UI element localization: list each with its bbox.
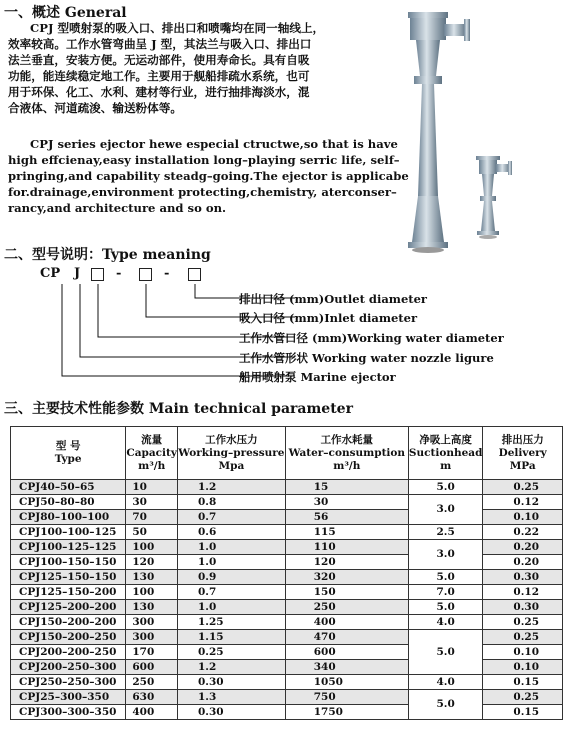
- general-text-en: [8, 136, 409, 216]
- cell-wp: 1.0: [178, 540, 286, 555]
- cell-sh: 7.0: [408, 585, 483, 600]
- cell-wp: 1.0: [178, 555, 286, 570]
- cell-wp: 0.9: [178, 570, 286, 585]
- cell-wc: 750: [285, 690, 408, 705]
- cell-sh: 4.0: [408, 675, 483, 690]
- cell-wc: 400: [285, 615, 408, 630]
- cell-cap: 70: [126, 510, 178, 525]
- cell-wp: 1.15: [178, 630, 286, 645]
- cell-wp: 1.2: [178, 480, 286, 495]
- cell-dp: 0.20: [483, 555, 563, 570]
- table-row: [11, 525, 563, 540]
- cell-dp: 0.10: [483, 645, 563, 660]
- cell-type: CPJ200–200–250: [11, 645, 126, 660]
- header-type: 型 号 Type: [11, 427, 126, 480]
- cell-cap: 600: [126, 660, 178, 675]
- cell-cap: 170: [126, 645, 178, 660]
- cell-type: CPJ300–300–350: [11, 705, 126, 720]
- header-working-pressure: 工作水压力 Working–pressure Mpa: [178, 427, 286, 480]
- cell-sh: 3.0: [408, 495, 483, 525]
- cell-sh: 5.0: [408, 630, 483, 675]
- cell-cap: 130: [126, 600, 178, 615]
- cell-cap: 100: [126, 585, 178, 600]
- cell-type: CPJ40–50–65: [11, 480, 126, 495]
- header-suction-head: 净吸上高度 Suctionhead m: [408, 427, 483, 480]
- code-box-1: [91, 268, 104, 281]
- cell-cap: 120: [126, 555, 178, 570]
- cell-type: CPJ125–150–200: [11, 585, 126, 600]
- table-row: [11, 495, 563, 510]
- cell-wc: 56: [285, 510, 408, 525]
- cell-dp: 0.10: [483, 510, 563, 525]
- cell-dp: 0.10: [483, 660, 563, 675]
- code-box-3: [188, 268, 201, 281]
- cell-wc: 150: [285, 585, 408, 600]
- cell-wc: 120: [285, 555, 408, 570]
- cell-type: CPJ80–100–100: [11, 510, 126, 525]
- table-row: [11, 480, 563, 495]
- cell-wc: 1050: [285, 675, 408, 690]
- cell-wc: 470: [285, 630, 408, 645]
- cell-dp: 0.25: [483, 615, 563, 630]
- meaning-nozzle-shape: 工作水管形状 Working water nozzle ligure: [239, 351, 494, 365]
- cell-wc: 30: [285, 495, 408, 510]
- cell-type: CPJ200–250–300: [11, 660, 126, 675]
- cell-wp: 1.25: [178, 615, 286, 630]
- cell-type: CPJ100–150–150: [11, 555, 126, 570]
- cell-wp: 0.25: [178, 645, 286, 660]
- cell-wc: 110: [285, 540, 408, 555]
- cell-cap: 630: [126, 690, 178, 705]
- table-row: [11, 570, 563, 585]
- cell-wp: 1.0: [178, 600, 286, 615]
- table-row: [11, 600, 563, 615]
- meaning-outlet: 排出口径 (mm)Outlet diameter: [239, 292, 427, 306]
- parameter-table: [10, 426, 563, 720]
- text-line: rancy,and architecture and so on.: [8, 201, 227, 215]
- meaning-inlet: 吸入口径 (mm)Inlet diameter: [239, 311, 417, 325]
- cell-cap: 50: [126, 525, 178, 540]
- cell-type: CPJ150–200–200: [11, 615, 126, 630]
- code-box-2: [139, 268, 152, 281]
- table-row: [11, 585, 563, 600]
- meaning-working-water-diameter: 工作水管口径 (mm)Working water diameter: [239, 331, 504, 345]
- section-general-title: 一、概述 General: [4, 5, 127, 21]
- code-cp: CP: [40, 266, 61, 281]
- cell-sh: 5.0: [408, 570, 483, 585]
- cell-cap: 100: [126, 540, 178, 555]
- cell-wc: 340: [285, 660, 408, 675]
- cell-dp: 0.22: [483, 525, 563, 540]
- cell-type: CPJ125–200–200: [11, 600, 126, 615]
- cell-dp: 0.25: [483, 480, 563, 495]
- cell-sh: 5.0: [408, 480, 483, 495]
- cell-type: CPJ25–300–350: [11, 690, 126, 705]
- cell-dp: 0.25: [483, 690, 563, 705]
- cell-wp: 1.3: [178, 690, 286, 705]
- cell-cap: 300: [126, 615, 178, 630]
- text-line: pringing,and capability steadg–going.The ejector is applicabe: [8, 169, 409, 183]
- cell-dp: 0.15: [483, 675, 563, 690]
- table-header-row: [11, 427, 563, 480]
- cell-cap: 10: [126, 480, 178, 495]
- cell-wp: 1.2: [178, 660, 286, 675]
- cell-wp: 0.6: [178, 525, 286, 540]
- table-row: [11, 630, 563, 645]
- ejector-product-image: [396, 6, 561, 258]
- meaning-marine-ejector: 船用喷射泵 Marine ejector: [239, 370, 396, 384]
- cell-type: CPJ150–200–250: [11, 630, 126, 645]
- cell-type: CPJ100–100–125: [11, 525, 126, 540]
- cell-wc: 320: [285, 570, 408, 585]
- header-capacity: 流量 Capacity m³/h: [126, 427, 178, 480]
- cell-type: CPJ100–125–125: [11, 540, 126, 555]
- text-line: 功能，能连续稳定地工作。主要用于舰船排疏水系统，也可: [8, 69, 310, 83]
- general-text-cn: [8, 20, 324, 116]
- cell-dp: 0.25: [483, 630, 563, 645]
- cell-wp: 0.7: [178, 585, 286, 600]
- text-line: 合液体、河道疏浚、输送粉体等。: [8, 101, 182, 115]
- section-type-meaning-title: 二、型号说明：Type meaning: [4, 247, 211, 263]
- cell-cap: 300: [126, 630, 178, 645]
- cell-cap: 30: [126, 495, 178, 510]
- cell-sh: 2.5: [408, 525, 483, 540]
- cell-wp: 0.30: [178, 675, 286, 690]
- cell-wc: 15: [285, 480, 408, 495]
- cell-dp: 0.30: [483, 570, 563, 585]
- text-line: CPJ 型喷射泵的吸入口、排出口和喷嘴均在同一轴线上，: [30, 21, 325, 35]
- table-row: [11, 690, 563, 705]
- header-delivery: 排出压力 Delivery MPa: [483, 427, 563, 480]
- cell-wc: 115: [285, 525, 408, 540]
- header-water-consumption: 工作水耗量 Water–consumption m³/h: [285, 427, 408, 480]
- cell-type: CPJ125–150–150: [11, 570, 126, 585]
- cell-cap: 400: [126, 705, 178, 720]
- text-line: 用于环保、化工、水利、建材等行业，进行抽排海淡水，混: [8, 85, 310, 99]
- code-dash-2: -: [164, 266, 170, 281]
- cell-wc: 600: [285, 645, 408, 660]
- cell-dp: 0.15: [483, 705, 563, 720]
- table-row: [11, 675, 563, 690]
- table-row: [11, 540, 563, 555]
- code-j: J: [74, 266, 81, 281]
- cell-sh: 5.0: [408, 600, 483, 615]
- text-line: 效率较高。工作水管弯曲呈 J 型，其法兰与吸入口、排出口: [8, 37, 312, 51]
- cell-dp: 0.12: [483, 585, 563, 600]
- text-line: high effcienay,easy installation long–playing serric life, self–: [8, 153, 400, 167]
- cell-sh: 5.0: [408, 690, 483, 720]
- section-parameter-title: 三、主要技术性能参数 Main technical parameter: [4, 401, 353, 417]
- cell-sh: 4.0: [408, 615, 483, 630]
- cell-cap: 250: [126, 675, 178, 690]
- cell-type: CPJ250–250–300: [11, 675, 126, 690]
- cell-wp: 0.30: [178, 705, 286, 720]
- cell-wp: 0.7: [178, 510, 286, 525]
- cell-dp: 0.30: [483, 600, 563, 615]
- code-dash-1: -: [116, 266, 122, 281]
- cell-dp: 0.12: [483, 495, 563, 510]
- table-row: [11, 615, 563, 630]
- cell-dp: 0.20: [483, 540, 563, 555]
- cell-type: CPJ50–80–80: [11, 495, 126, 510]
- text-line: 法兰垂直，安装方便。无运动部件，使用寿命长。具有自吸: [8, 53, 310, 67]
- text-line: CPJ series ejector hewe especial ctructwe,so that is have: [30, 137, 398, 151]
- cell-wc: 1750: [285, 705, 408, 720]
- cell-wp: 0.8: [178, 495, 286, 510]
- cell-wc: 250: [285, 600, 408, 615]
- text-line: for.drainage,environment protecting,chemistry, aterconser–: [8, 185, 397, 199]
- cell-cap: 130: [126, 570, 178, 585]
- cell-sh: 3.0: [408, 540, 483, 570]
